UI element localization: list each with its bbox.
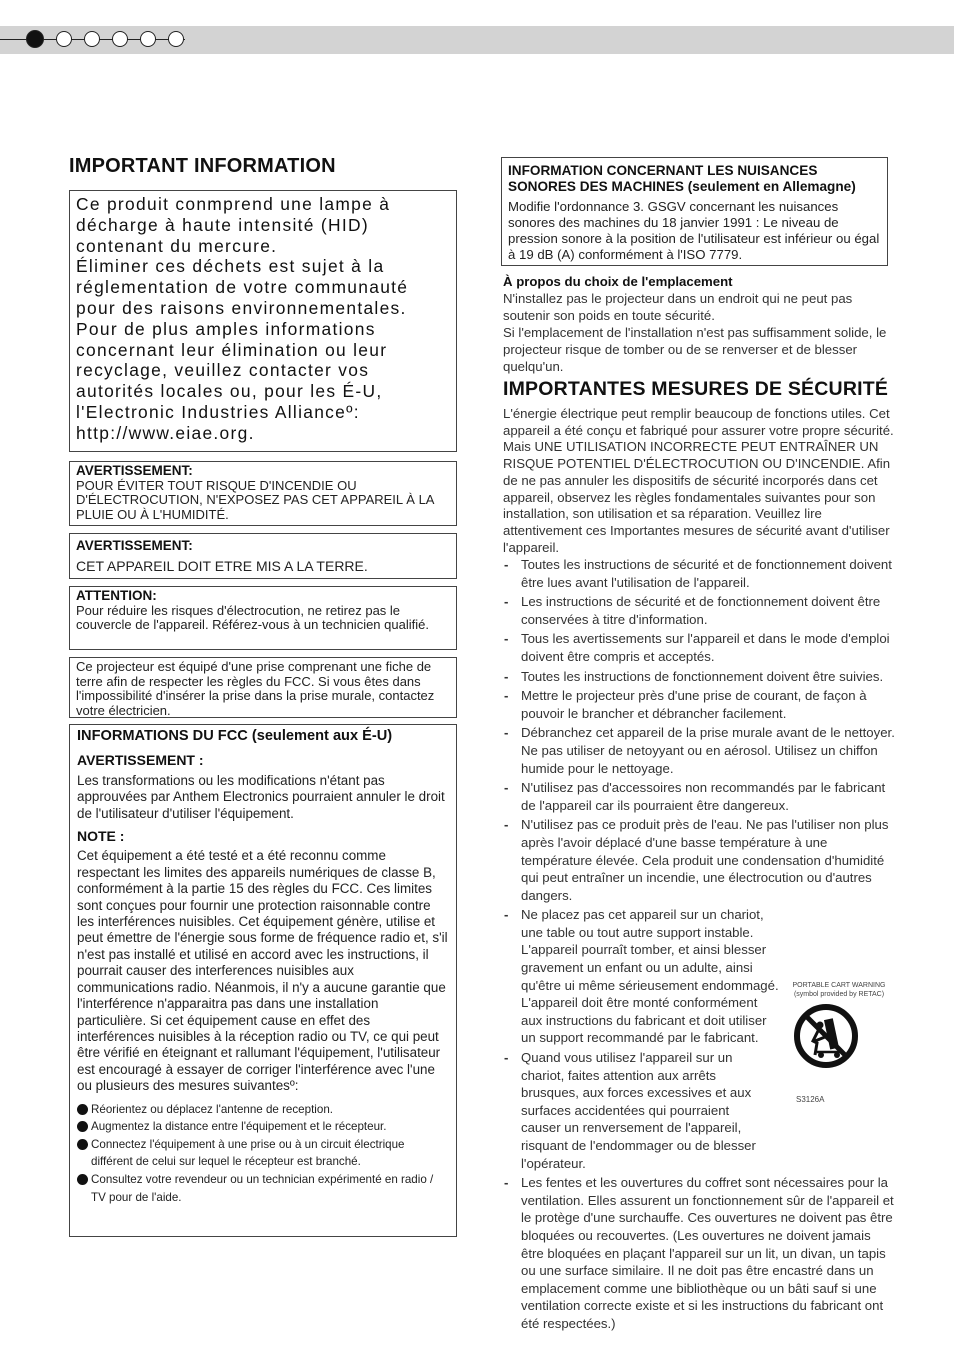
list-item: - Les instructions de sécurité et de fonctionnement doivent être conservées à titre d'information. — [503, 593, 897, 628]
bullet-icon — [77, 1121, 88, 1132]
warning-text: CET APPAREIL DOIT ETRE MIS A LA TERRE. — [76, 558, 368, 574]
attention-text: Pour réduire les risques d'électrocution, ne retirez pas le couvercle de l'appareil. Référez-vous à un technicien qualifié. — [76, 602, 429, 632]
list-item: - Toutes les instructions de sécurité et de fonctionnement doivent être lues avant l'utilisation de l'appareil. — [503, 556, 897, 591]
fcc-measures-list — [77, 1101, 449, 1207]
safety-heading: IMPORTANTES MESURES DE SÉCURITÉ — [503, 378, 889, 400]
fcc-note-text: Cet équipement a été testé et a été reconnu comme respectant les limites des appareils numériques de classe B, conformément à la partie 15 des règles du FCC. Ces limites sont conçues pour fournir une protection raisonnable contre les interférences nuisibles. Cet équipement génère, utilise et peut émettre de l'énergie sous forme de fréquence radio et, s'il n'est pas installé et utilisé en accord avec les instructions, il pourrait causer des interferences nuisibles aux communications radio. Néanmois, il n'y a aucune garantie que l'interférence n'apparaitra pas dans une installation particulière. Si cet équipement cause en effet des interférences nuisibles à la réception radio ou TV, ce qui peut être vérifié en éteignant et rallumant l'équipement, l'utilisateur est encouragé à essayer de corriger l'interférence avec l'une ou plusieurs des mesures suivantesº: — [77, 848, 448, 1094]
page-dot — [140, 31, 156, 47]
portable-cart-warning-icon — [793, 1003, 859, 1069]
cart-warning-label: PORTABLE CART WARNING (symbol provided by RETAC) — [792, 982, 886, 998]
bullet-icon — [77, 1139, 88, 1150]
list-item: - Ne placez pas cet appareil sur un chariot, une table ou tout autre support instable. L'appareil pourraît tomber, et ainsi blesser gravement un enfant ou un adulte, ainsi qu'être ui même sérieusement endommagé. L'appareil doit être monté conformément aux instructions du fabricant et doit utiliser un support recommandé par le fabricant. — [503, 906, 897, 1047]
list-item: - N'utilisez pas ce produit près de l'eau. Ne pas l'utiliser non plus après l'avoir déplacé d'une basse température à une température élevée. Cela produit une condensation d'humidité qui peut entraîner un incendie, une électrocution ou d'autres dangers. — [503, 816, 897, 904]
list-item: - Toutes les instructions de fonctionnement doivent être suivies. — [503, 668, 897, 686]
warning-title: AVERTISSEMENT: — [76, 538, 193, 553]
warning-box-fire — [69, 461, 457, 526]
hid-lamp-notice: Ce produit conmprend une lampe à décharge à haute intensité (HID) contenant du mercure. Éliminer ces déchets est sujet à la réglementation de votre communauté pour des raisons environnementales. Pour de plus amples informations concernant leur élimination ou leur recyclage, veuillez contacter vos autorités locales ou, pour les É-U, l'Electronic Industries Allianceº: http://www.eiae.org. — [69, 190, 457, 452]
noise-information-box — [501, 157, 888, 266]
list-item: Connectez l'équipement à une prise ou à un circuit électrique différent de celui sur lequel le récepteur est branché. — [77, 1136, 449, 1171]
important-information-heading: IMPORTANT INFORMATION — [69, 155, 336, 177]
list-item: - Mettre le projecteur près d'une prise de courant, de façon à pouvoir le brancher et débrancher facilement. — [503, 687, 897, 722]
location-title: À propos du choix de l'emplacement — [503, 274, 733, 289]
bullet-icon — [77, 1174, 88, 1185]
attention-box — [69, 586, 457, 650]
list-item: Réorientez ou déplacez l'antenne de reception. — [77, 1101, 449, 1119]
warning-text: POUR ÉVITER TOUT RISQUE D'INCENDIE OU D'ÉLECTROCUTION, N'EXPOSEZ PAS CET APPAREIL À LA PLUIE OU À L'HUMIDITÉ. — [76, 477, 434, 522]
list-item: - Les fentes et les ouvertures du coffret sont nécessaires pour la ventilation. Elles assurent un fonctionnement sûr de l'appareil et le protège d'une surchauffe. Ces ouvertures ne doivent pas être bloquées ou recouvertes. (Les ouvertures ne doivent jamais être bloquées en plaçant l'appareil sur un lit, un divan, un tapis ou une surface similaire. Il ne doit pas être encastré dans un emplacement comme une bibliothèque ou un bâti sauf si une ventilation correcte existe et si les instructions du fabricant ont été respectées.) — [503, 1174, 897, 1332]
location-paragraph: Si l'emplacement de l'installation n'est pas suffisamment solide, le projecteur risque de tomber ou de se renverser et de blesser quelqu'un. — [503, 325, 887, 374]
fcc-warning-text: Les transformations ou les modifications n'étant pas approuvées par Anthem Electronics pourraient annuler le droit de l'utilisateur d'utiliser l'équipement. — [77, 772, 445, 821]
safety-list — [503, 556, 897, 1335]
attention-title: ATTENTION: — [76, 588, 157, 603]
list-item: - Quand vous utilisez l'appareil sur un chariot, faites attention aux arrêts brusques, aux forces excessives et aux surfaces accidentées qui pourraient causer un renversement de l'appareil, risquant de l'endommager ou de blesser l'opérateur. — [503, 1049, 897, 1172]
page-indicator-bar — [0, 26, 954, 54]
noise-text: Modifie l'ordonnance 3. GSGV concernant les nuisances sonores des machines du 18 janvier 1991 : Le niveau de pression sonore à la position de l'utilisateur est inférieur ou égal à 19 dB (A) conformément à l'ISO 7779. — [508, 199, 880, 263]
safety-intro: L'énergie électrique peut remplir beaucoup de fonctions utiles. Cet appareil a été conçu et fabriqué pour assurer votre propre sécurité. Mais UNE UTILISATION INCORRECTE PEUT ENTRAÎNER UN RISQUE POTENTIEL D'ÉLECTROCUTION OU D'INCENDIE. Afin de ne pas annuler les dispositifs de sécurité incorporés dans cet appareil, observez les règles fondamentales suivantes pour son installation, son utilisation et sa réparation. Veuillez lire attentivement ces Importantes mesures de sécurité avant d'utiliser l'appareil. — [503, 406, 894, 555]
fcc-note-title: NOTE : — [77, 828, 125, 845]
bullet-icon — [77, 1104, 88, 1115]
page-dot — [168, 31, 184, 47]
fcc-title: INFORMATIONS DU FCC (seulement aux É-U) — [77, 728, 393, 744]
page-dot — [56, 31, 72, 47]
list-item: - N'utilisez pas d'accessoires non recommandés par le fabricant de l'appareil car ils pourraient être dangereux. — [503, 779, 897, 814]
warning-box-ground — [69, 533, 457, 579]
fcc-warning-title: AVERTISSEMENT : — [77, 752, 204, 769]
list-item: Consultez votre revendeur ou un technician expérimenté en radio / TV pour de l'aide. — [77, 1171, 449, 1206]
noise-title: INFORMATION CONCERNANT LES NUISANCES SONORES DES MACHINES (seulement en Allemagne) — [508, 163, 856, 194]
warning-title: AVERTISSEMENT: — [76, 463, 193, 478]
page-dot — [112, 31, 128, 47]
plug-notice-box: Ce projecteur est équipé d'une prise comprenant une fiche de terre afin de respecter les règles du FCC. Si vous êtes dans l'impossibilité d'insérer la prise dans la prise murale, contactez votre électricien. — [69, 657, 457, 718]
list-item: - Tous les avertissements sur l'appareil et dans le mode d'emploi doivent être compris et acceptés. — [503, 630, 897, 665]
list-item: - Débranchez cet appareil de la prise murale avant de le nettoyer. Ne pas utiliser de netoyyant ou en aérosol. Utilisez un chiffon humide pour le nettoyage. — [503, 724, 897, 777]
location-paragraph: N'installez pas le projecteur dans un endroit qui ne peut pas soutenir son poids en toute sécurité. — [503, 291, 853, 323]
location-section — [503, 273, 893, 375]
cart-warning-code: S3126A — [796, 1095, 825, 1104]
page-dot — [84, 31, 100, 47]
page-dot-active — [26, 30, 44, 48]
list-item: Augmentez la distance entre l'équipement et le récepteur. — [77, 1118, 449, 1136]
fcc-information-box — [69, 724, 457, 1237]
